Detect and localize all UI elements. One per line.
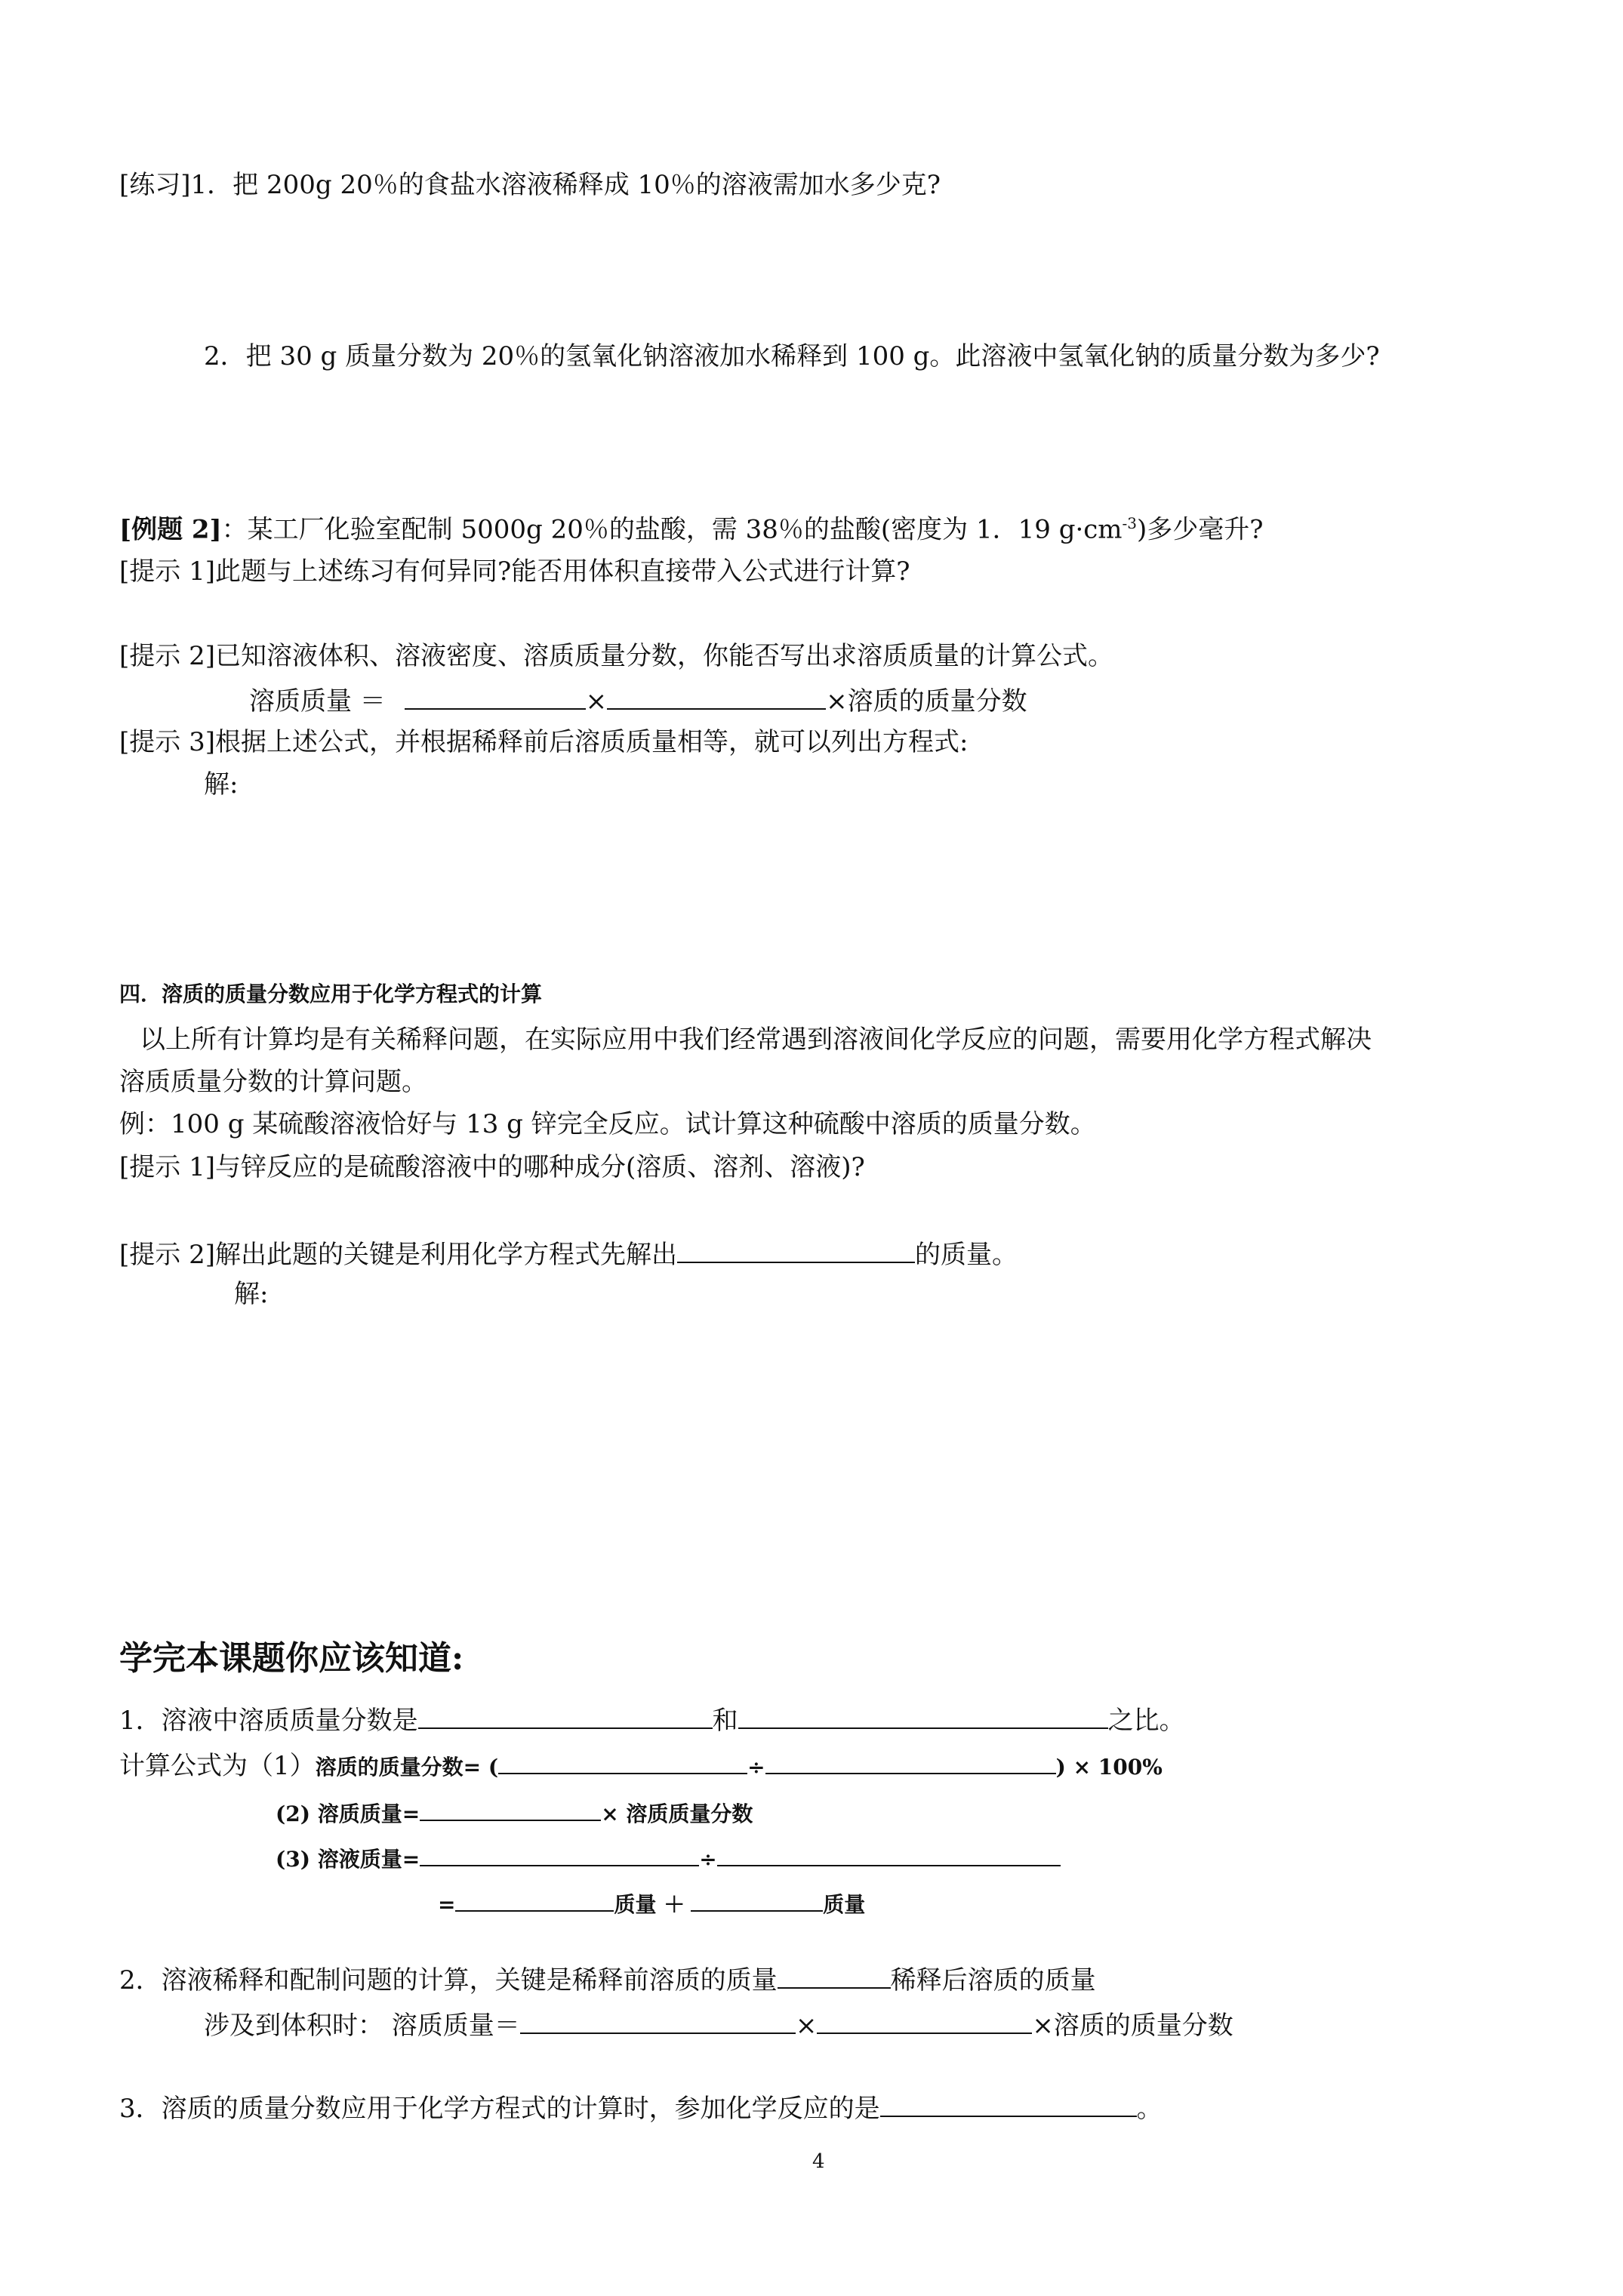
summary-item1-blank-2[interactable] <box>738 1705 1108 1729</box>
exercise-q1 <box>119 172 941 198</box>
calc-label: 计算公式为（1） <box>119 1751 316 1781</box>
summary-item1 <box>119 1705 1185 1734</box>
exercise-tag: [练习] <box>119 170 191 200</box>
formula4-blank-2[interactable] <box>691 1888 823 1912</box>
example2-hint1: [提示 1]此题与上述练习有何异同?能否用体积直接带入公式进行计算? <box>119 556 910 587</box>
formula2-end: × 溶质质量分数 <box>601 1801 753 1826</box>
formula4-eq: = <box>438 1892 456 1917</box>
summary-formula-2 <box>276 1797 753 1825</box>
section4-hint2-blank[interactable] <box>677 1239 915 1263</box>
formula1-blank-1[interactable] <box>498 1750 747 1774</box>
summary-item1-a: 1．溶液中溶质质量分数是 <box>119 1706 418 1736</box>
section4-para1: 以上所有计算均是有关稀释问题，在实际应用中我们经常遇到溶液间化学反应的问题，需要用化学方程式解决 <box>140 1025 1372 1055</box>
example2-text-b: )多少毫升? <box>1137 514 1264 545</box>
volume-end: ×溶质的质量分数 <box>1032 2011 1233 2041</box>
summary-item3-a: 3．溶质的质量分数应用于化学方程式的计算时，参加化学反应的是 <box>119 2094 880 2124</box>
volume-times: × <box>795 2011 818 2041</box>
summary-item1-b: 和 <box>712 1706 738 1736</box>
section4-hint2-b: 的质量。 <box>914 1240 1018 1270</box>
formula4-b: 质量 ＋ <box>614 1892 685 1917</box>
section4-hint1: [提示 1]与锌反应的是硫酸溶液中的哪种成分(溶质、溶剂、溶液)? <box>119 1152 865 1182</box>
formula1-blank-2[interactable] <box>765 1750 1056 1774</box>
page-number: 4 <box>812 2150 825 2173</box>
example2-text-a: ：某工厂化验室配制 5000g 20％的盐酸，需 38％的盐酸(密度为 1．19 g·cm <box>221 514 1123 545</box>
formula-blank-2[interactable] <box>607 686 826 710</box>
section4-hint2-a: [提示 2]解出此题的关键是利用化学方程式先解出 <box>119 1240 677 1270</box>
summary-item1-blank-1[interactable] <box>418 1705 713 1729</box>
formula4-c: 质量 <box>823 1892 866 1917</box>
section4-solve: 解: <box>234 1279 269 1309</box>
summary-item1-c: 之比。 <box>1107 1706 1185 1736</box>
formula-label: 溶质质量 ＝ <box>249 686 386 717</box>
volume-blank-2[interactable] <box>817 2010 1032 2034</box>
example2-superscript: -3 <box>1122 514 1138 532</box>
formula3-blank-1[interactable] <box>420 1842 699 1866</box>
summary-item2-b: 稀释后溶质的质量 <box>890 1965 1096 1996</box>
summary-formula-1 <box>119 1750 1163 1779</box>
formula4-blank-1[interactable] <box>455 1888 614 1912</box>
formula-blank-1[interactable] <box>405 686 586 710</box>
section4-hint2 <box>119 1239 1018 1268</box>
formula1-label: 溶质的质量分数= ( <box>315 1755 499 1780</box>
summary-volume <box>204 2010 1233 2039</box>
summary-title: 学完本课题你应该知道: <box>119 1639 464 1678</box>
summary-item2-a: 2．溶液稀释和配制问题的计算，关键是稀释前溶质的质量 <box>119 1965 778 1996</box>
summary-item3-b: 。 <box>1136 2094 1163 2124</box>
volume-blank-1[interactable] <box>520 2010 796 2034</box>
summary-item3 <box>119 2093 1163 2122</box>
formula1-divide: ÷ <box>747 1755 765 1780</box>
exercise-q1-text: 1．把 200g 20％的食盐水溶液稀释成 10％的溶液需加水多少克? <box>190 170 941 200</box>
formula1-end: ) × 100% <box>1055 1755 1163 1780</box>
volume-label: 涉及到体积时： 溶质质量＝ <box>204 2011 520 2041</box>
formula2-blank[interactable] <box>420 1797 601 1821</box>
example2-question <box>119 514 1264 545</box>
summary-formula-3 <box>276 1842 1061 1870</box>
example2-hint2: [提示 2]已知溶液体积、溶液密度、溶质质量分数，你能否写出求溶质质量的计算公式。 <box>119 641 1113 671</box>
example2-hint3: [提示 3]根据上述公式，并根据稀释前后溶质质量相等，就可以列出方程式: <box>119 727 969 757</box>
summary-formula-4 <box>438 1888 865 1915</box>
formula-end: ×溶质的质量分数 <box>826 686 1027 717</box>
section4-example: 例：100 g 某硫酸溶液恰好与 13 g 锌完全反应。试计算这种硫酸中溶质的质量分数。 <box>119 1109 1096 1139</box>
summary-item2-blank[interactable] <box>778 1965 891 1989</box>
example2-formula <box>249 686 1027 717</box>
formula3-label: (3) 溶液质量= <box>276 1847 420 1872</box>
formula3-divide: ÷ <box>699 1847 717 1872</box>
section4-heading: 四．溶质的质量分数应用于化学方程式的计算 <box>119 982 543 1006</box>
exercise-q2: 2．把 30 g 质量分数为 20％的氢氧化钠溶液加水稀释到 100 g。此溶液中氢氧化钠的质量分数为多少? <box>204 341 1380 371</box>
example2-solve: 解: <box>204 769 239 800</box>
formula3-blank-2[interactable] <box>717 1842 1061 1866</box>
summary-item3-blank[interactable] <box>880 2093 1137 2117</box>
times-sign-1: × <box>585 686 608 717</box>
section4-para2: 溶质质量分数的计算问题。 <box>119 1067 427 1097</box>
summary-item2 <box>119 1965 1096 1996</box>
example2-tag: [例题 2] <box>119 514 222 545</box>
formula2-label: (2) 溶质质量= <box>276 1801 420 1826</box>
